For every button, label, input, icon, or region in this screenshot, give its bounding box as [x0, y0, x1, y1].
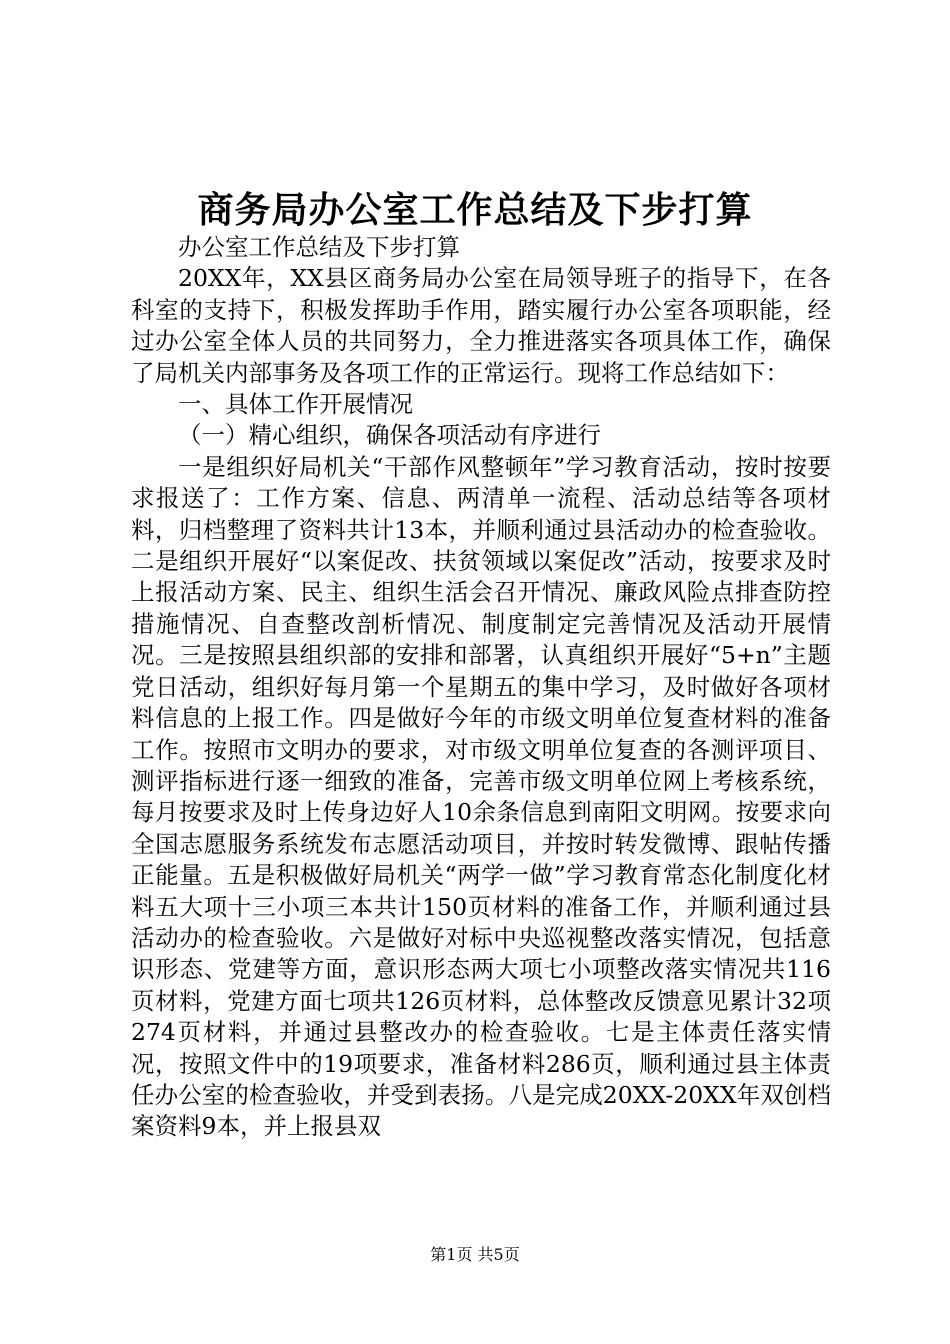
subsection-heading: （一）精心组织，确保各项活动有序进行	[178, 421, 601, 450]
subtitle-paragraph: 办公室工作总结及下步打算	[178, 233, 460, 261]
document-body	[131, 232, 831, 1143]
page-footer: 第1页 共5页	[430, 1245, 520, 1264]
intro-paragraph: 20XX年，XX县区商务局办公室在局领导班子的指导下，在各科室的支持下，积极发挥助手作用，踏实履行办公室各项职能，经过办公室全体人员的共同努力，全力推进落实各项具体工作，确保了局机关内部事务及各项工作的正常运行。现将工作总结如下：	[131, 264, 831, 387]
body-paragraph: 一是组织好局机关“干部作风整顿年”学习教育活动，按时按要求报送了：工作方案、信息、两清单一流程、活动总结等各项材料，归档整理了资料共计13本，并顺利通过县活动办的检查验收。二是组织开展好“以案促改、扶贫领域以案促改”活动，按要求及时上报活动方案、民主、组织生活会召开情况、廉政风险点排查防控措施情况、自查整改剖析情况、制度制定完善情况及活动开展情况。三是按照县组织部的安排和部署，认真组织开展好“5+n”主题党日活动，组织好每月第一个星期五的集中学习，及时做好各项材料信息的上报工作。四是做好今年的市级文明单位复查材料的准备工作。按照市文明办的要求，对市级文明单位复查的各测评项目、测评指标进行逐一细致的准备，完善市级文明单位网上考核系统，每月按要求及时上传身边好人10余条信息到南阳文明网。按要求向全国志愿服务系统发布志愿活动项目，并按时转发微博、跟帖传播正能量。五是积极做好局机关“两学一做”学习教育常态化制度化材料五大项十三小项三本共计150页材料的准备工作，并顺利通过县活动办的检查验收。六是做好对标中央巡视整改落实情况，包括意识形态、党建等方面，意识形态两大项七小项整改落实情况共116页材料，党建方面七项共126页材料，总体整改反馈意见累计32项274页材料，并通过县整改办的检查验收。七是主体责任落实情况，按照文件中的19项要求，准备材料286页，顺利通过县主体责任办公室的检查验收，并受到表扬。八是完成20XX-20XX年双创档案资料9本，并上报县双	[131, 452, 831, 1141]
section-heading: 一、具体工作开展情况	[178, 390, 413, 419]
document-title: 商务局办公室工作总结及下步打算	[197, 189, 753, 231]
